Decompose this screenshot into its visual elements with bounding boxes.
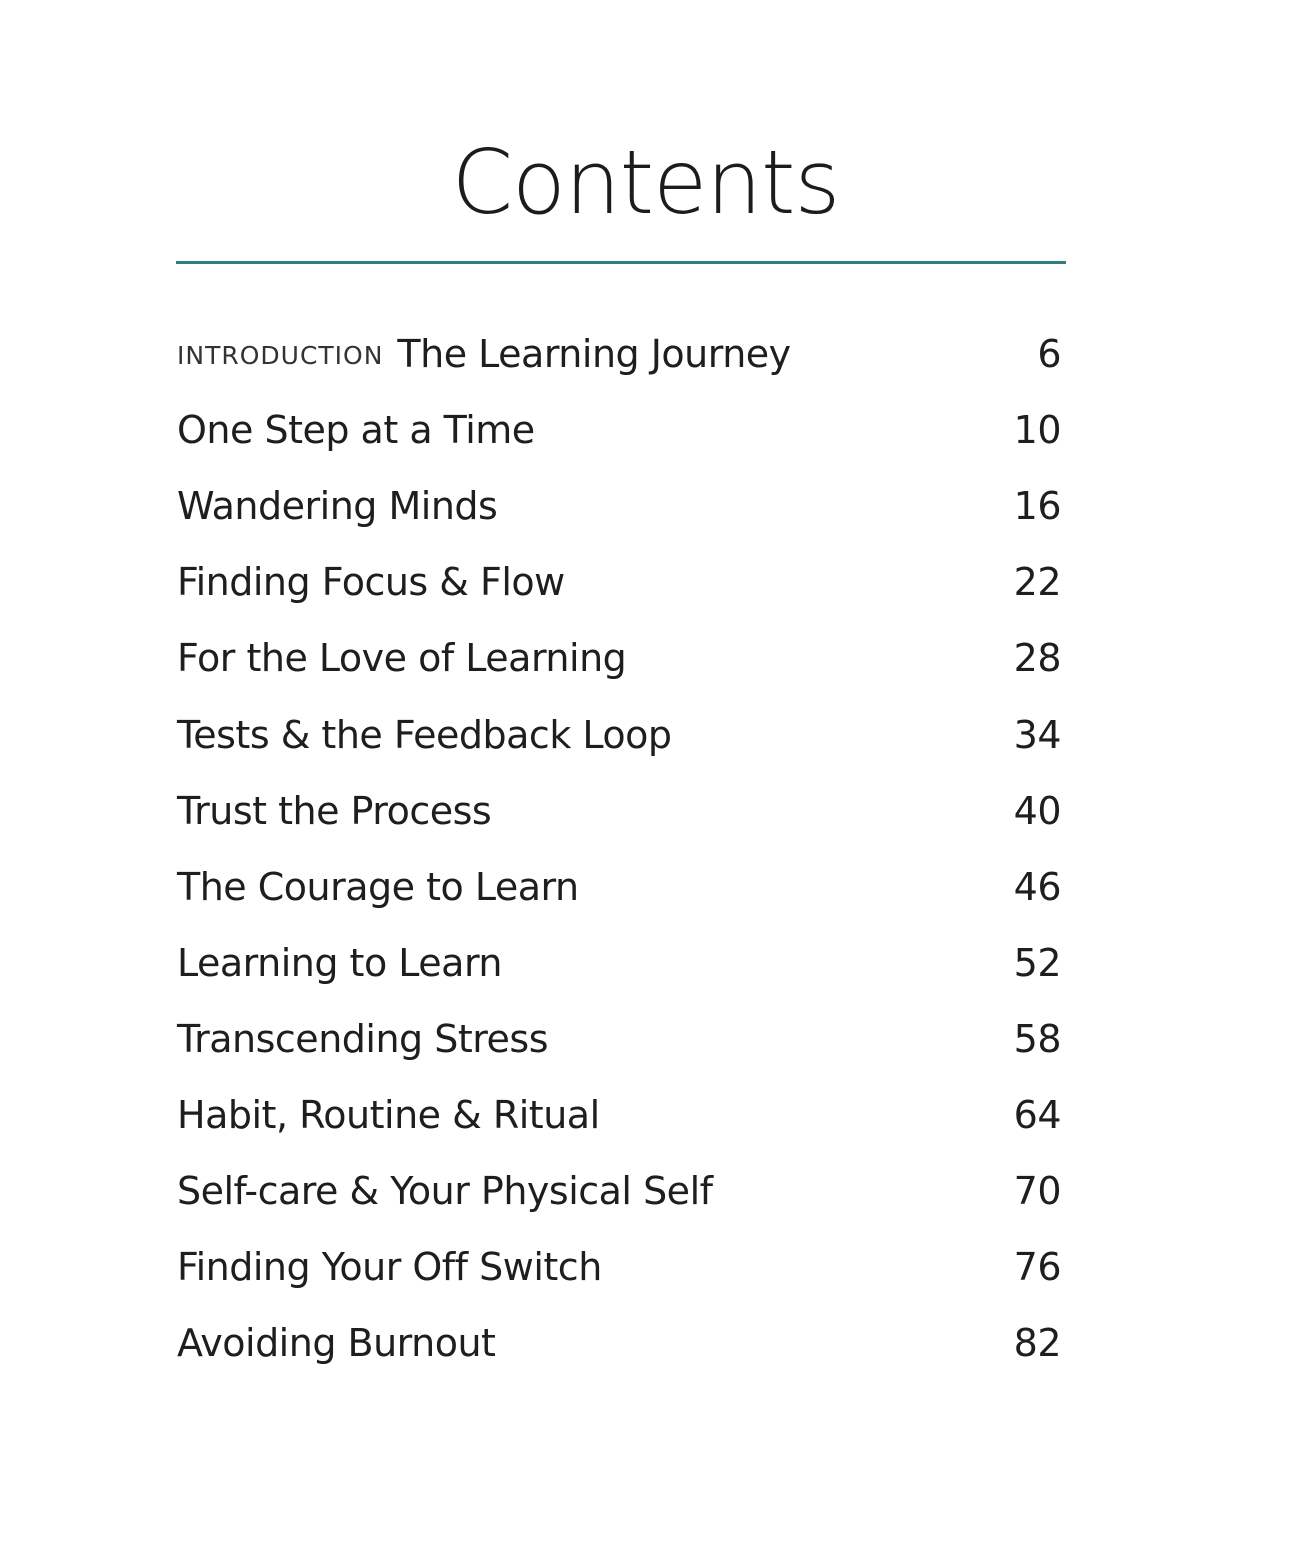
toc-entry-title: Habit, Routine & Ritual (177, 1092, 600, 1137)
toc-entry-title: Trust the Process (177, 788, 492, 833)
toc-entry-page: 64 (1013, 1092, 1061, 1137)
toc-entry[interactable] (177, 1077, 1061, 1153)
toc-entry-page: 6 (1037, 332, 1061, 377)
toc-entry-title: Transcending Stress (177, 1016, 549, 1061)
toc-entry-title: The Learning Journey (397, 332, 791, 377)
toc-entry-title: One Step at a Time (177, 408, 535, 453)
toc-entry-page: 82 (1013, 1321, 1061, 1366)
toc-entry[interactable] (177, 849, 1061, 925)
toc-entry-title: Wandering Minds (177, 484, 498, 529)
toc-entry-title: For the Love of Learning (177, 636, 627, 681)
toc-entry[interactable] (177, 1153, 1061, 1229)
toc-entry[interactable] (177, 1001, 1061, 1077)
toc-entry-title: Finding Your Off Switch (177, 1245, 602, 1290)
toc-entry-title: Avoiding Burnout (177, 1321, 496, 1366)
toc-entry[interactable] (177, 620, 1061, 696)
toc-entry-page: 46 (1013, 864, 1061, 909)
toc-entry-title: Self-care & Your Physical Self (177, 1169, 713, 1214)
toc-entry[interactable] (177, 468, 1061, 544)
toc-entry[interactable] (177, 696, 1061, 772)
toc-entry-page: 58 (1013, 1016, 1061, 1061)
title-divider (176, 261, 1066, 264)
toc-entry-page: 28 (1013, 636, 1061, 681)
toc-entry[interactable] (177, 925, 1061, 1001)
toc-entry-page: 52 (1013, 940, 1061, 985)
toc-entry-label (177, 332, 791, 376)
table-of-contents (177, 316, 1061, 1381)
toc-entry[interactable] (177, 773, 1061, 849)
toc-entry-page: 22 (1013, 560, 1061, 605)
toc-entry[interactable] (177, 544, 1061, 620)
toc-entry-title: Finding Focus & Flow (177, 560, 565, 605)
toc-entry-page: 34 (1013, 712, 1061, 757)
toc-entry[interactable] (177, 392, 1061, 468)
page-title: Contents (451, 131, 840, 234)
toc-entry-page: 10 (1013, 408, 1061, 453)
toc-entry-title: The Courage to Learn (177, 864, 579, 909)
toc-entry-title: Tests & the Feedback Loop (177, 712, 672, 757)
toc-entry[interactable] (177, 1305, 1061, 1381)
toc-entry-page: 70 (1013, 1169, 1061, 1214)
toc-entry[interactable] (177, 1229, 1061, 1305)
toc-entry-page: 40 (1013, 788, 1061, 833)
toc-entry-kicker: INTRODUCTION (177, 341, 384, 371)
toc-entry-page: 16 (1013, 484, 1061, 529)
toc-entry-page: 76 (1013, 1245, 1061, 1290)
toc-entry-introduction[interactable] (177, 316, 1061, 392)
toc-entry-title: Learning to Learn (177, 940, 502, 985)
